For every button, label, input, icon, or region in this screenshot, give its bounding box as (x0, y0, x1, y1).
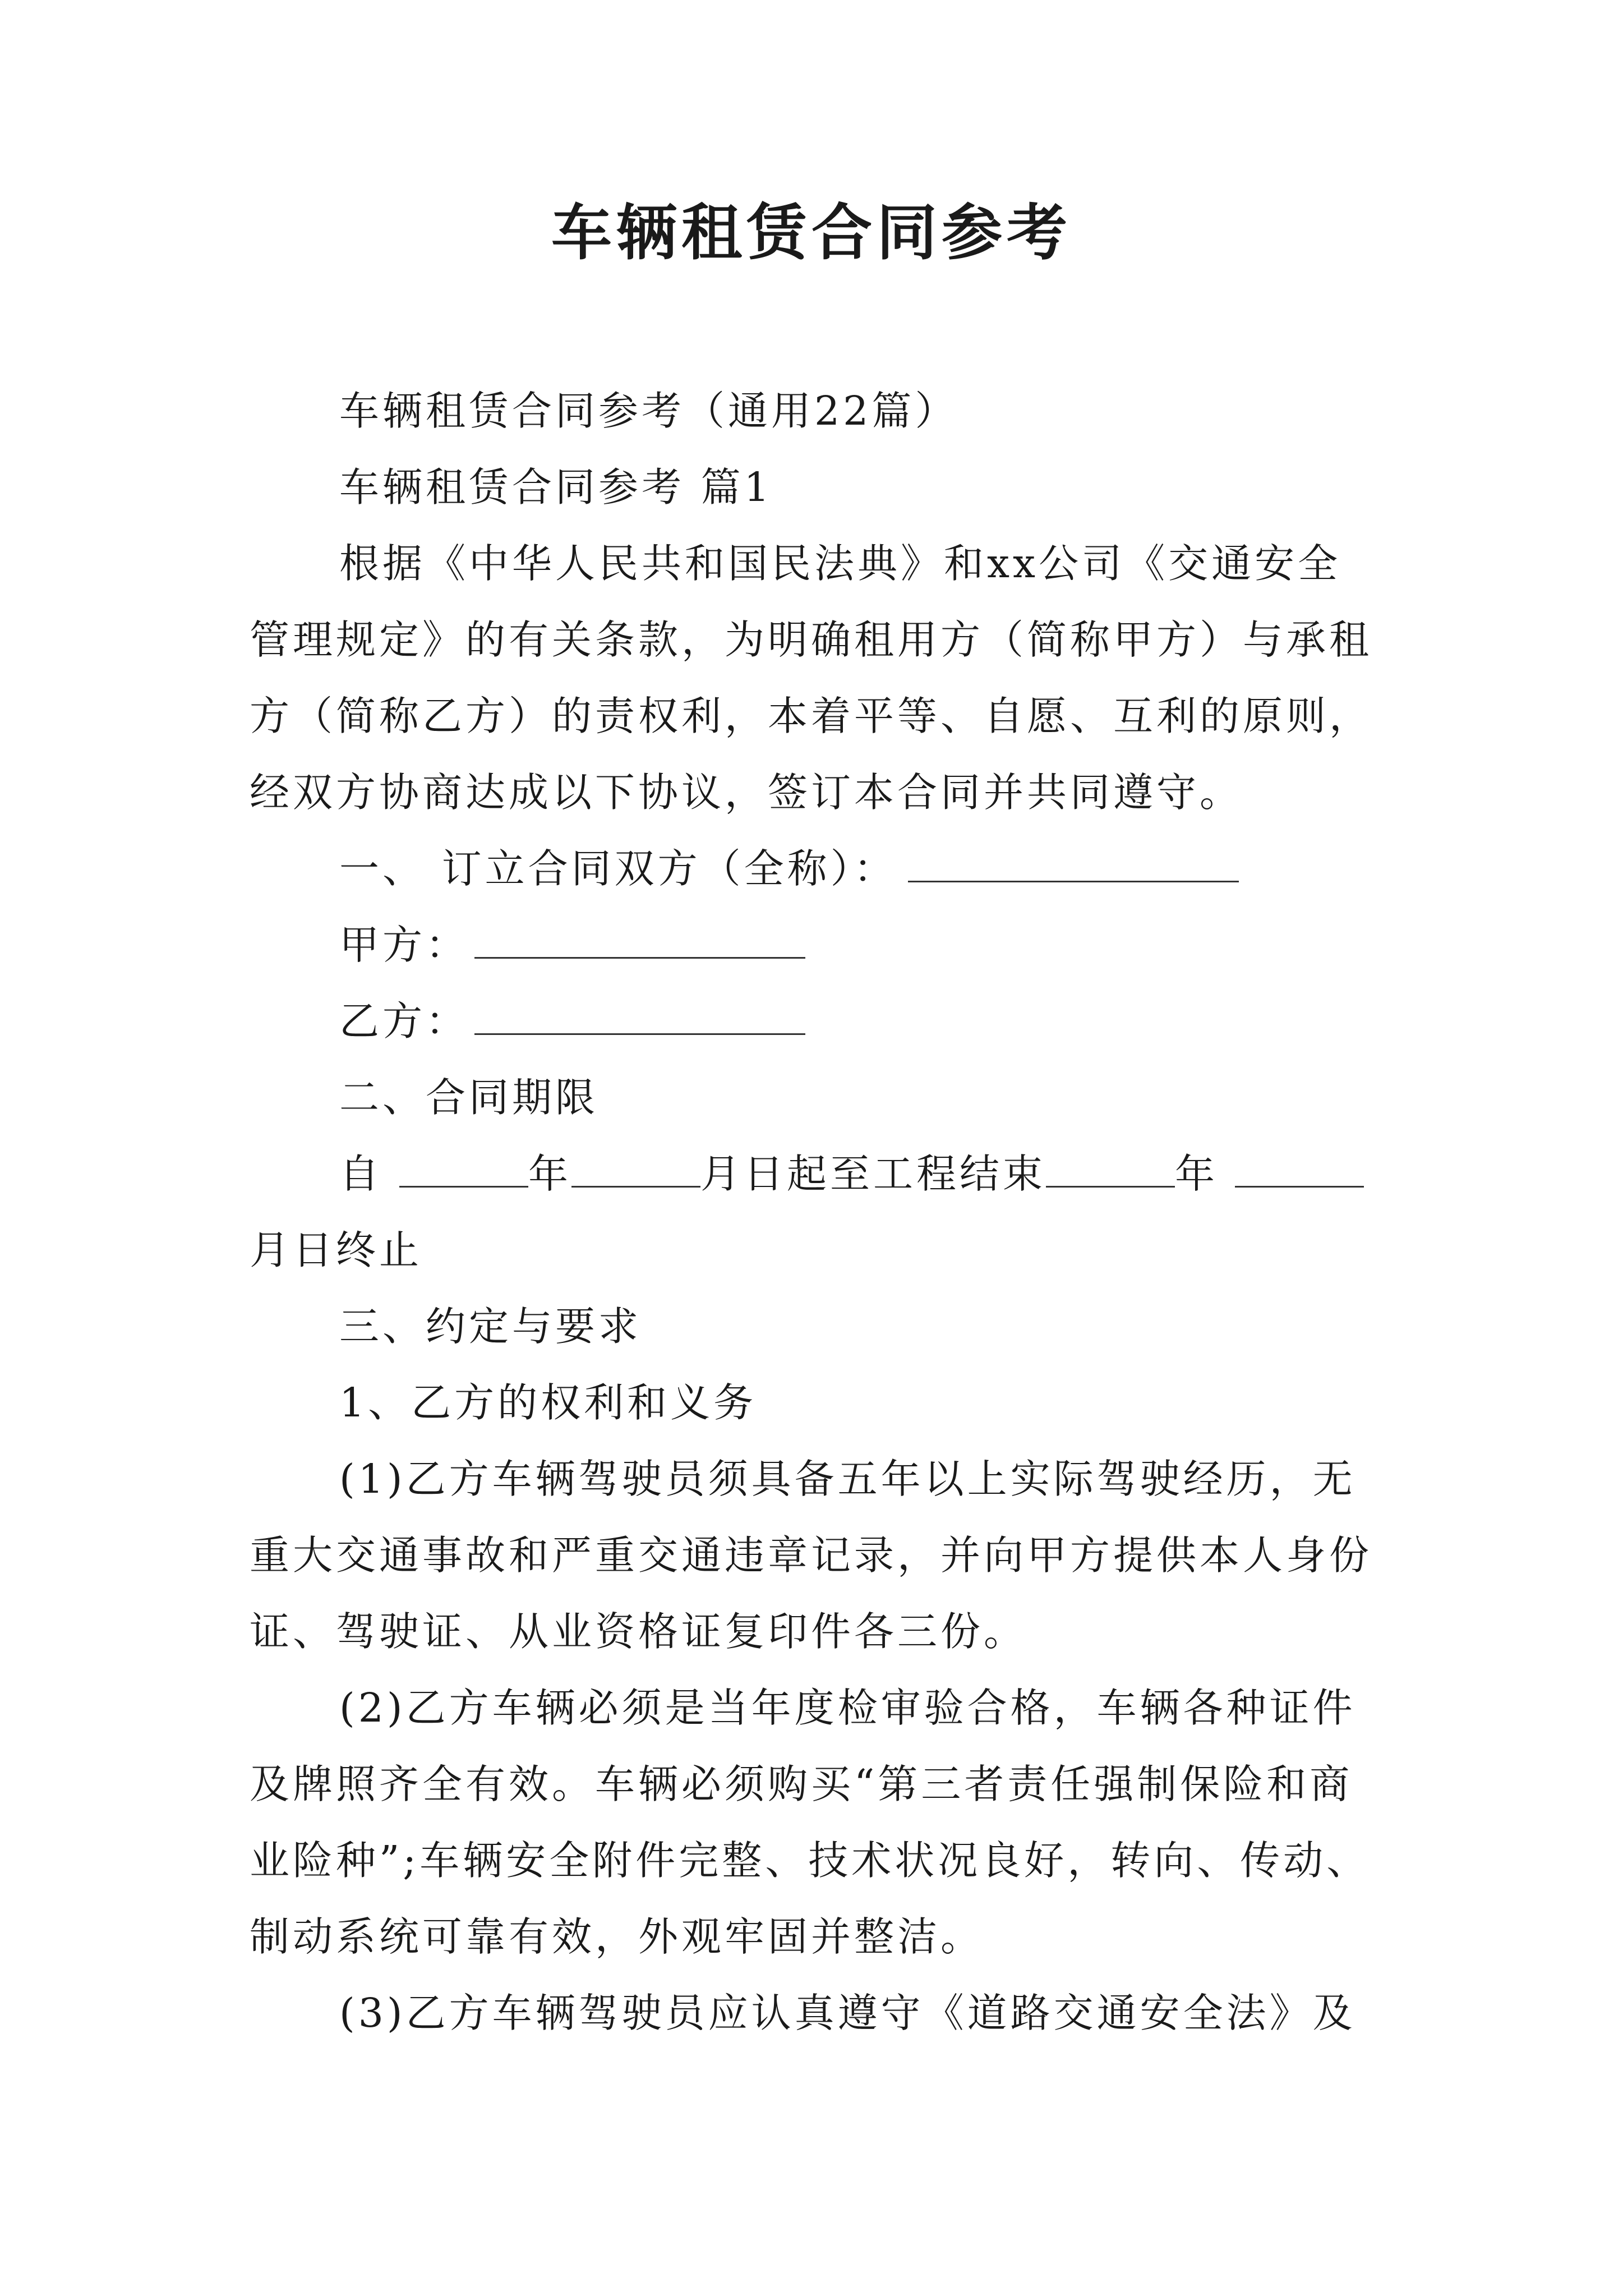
clause-line: 证、驾驶证、从业资格证复印件各三份。 (250, 1608, 1027, 1655)
term-year-1: 年 (528, 1151, 572, 1197)
party-a-line (250, 907, 1394, 983)
clause-line: (3)乙方车辆驾驶员应认真遵守《道路交通安全法》及 (339, 1990, 1356, 2036)
term-blank-line[interactable] (571, 1152, 700, 1188)
item-heading: 1、乙方的权利和义务 (339, 1379, 757, 1426)
clause-line: (2)乙方车辆必须是当年度检审验合格，车辆各种证件 (339, 1685, 1356, 1731)
intro-line: 管理规定》的有关条款，为明确租用方（简称甲方）与承租 (250, 616, 1373, 663)
section-parties (250, 831, 1394, 907)
document-body (250, 373, 1394, 2051)
term-year-2: 年 (1175, 1151, 1219, 1197)
clause-line: 及牌照齐全有效。车辆必须购买“第三者责任强制保险和商 (250, 1761, 1353, 1807)
parties-blank-line[interactable] (908, 847, 1239, 882)
clause-line: (1)乙方车辆驾驶员须具备五年以上实际驾驶经历，无 (339, 1456, 1356, 1502)
term-blank-line[interactable] (1235, 1152, 1364, 1188)
document-title: 车辆租赁合同参考 (551, 197, 1072, 268)
term-blank-line[interactable] (399, 1152, 528, 1188)
party-a-label: 甲方： (339, 922, 469, 968)
party-b-blank-line[interactable] (474, 1000, 805, 1035)
section-requirements: 三、约定与要求 (339, 1303, 642, 1350)
clause-line: 业险种”;车辆安全附件完整、技术状况良好，转向、传动、 (250, 1837, 1370, 1884)
party-b-line (250, 983, 1394, 1060)
document-subtitle: 车辆租赁合同参考（通用22篇） (339, 388, 958, 434)
term-blank-line[interactable] (1046, 1152, 1175, 1188)
intro-line: 经双方协商达成以下协议，签订本合同并共同遵守。 (250, 769, 1243, 816)
party-b-label: 乙方： (339, 998, 469, 1045)
section-term: 二、合同期限 (339, 1074, 599, 1121)
clause-line: 重大交通事故和严重交通违章记录，并向甲方提供本人身份 (250, 1532, 1373, 1579)
chapter-heading: 车辆租赁合同参考 篇1 (339, 464, 773, 510)
term-month-day-to: 月日起至工程结束 (700, 1151, 1046, 1197)
party-a-blank-line[interactable] (474, 923, 805, 959)
term-line (250, 1136, 1394, 1212)
section-parties-label: 一、 订立合同双方（全称）： (339, 845, 897, 892)
term-from: 自 (339, 1151, 383, 1197)
intro-line: 根据《中华人民共和国民法典》和xx公司《交通安全 (339, 540, 1341, 587)
clause-line: 制动系统可靠有效，外观牢固并整洁。 (250, 1913, 984, 1960)
intro-line: 方（简称乙方）的责权利，本着平等、自愿、互利的原则， (250, 693, 1373, 739)
term-end: 月日终止 (250, 1227, 423, 1273)
